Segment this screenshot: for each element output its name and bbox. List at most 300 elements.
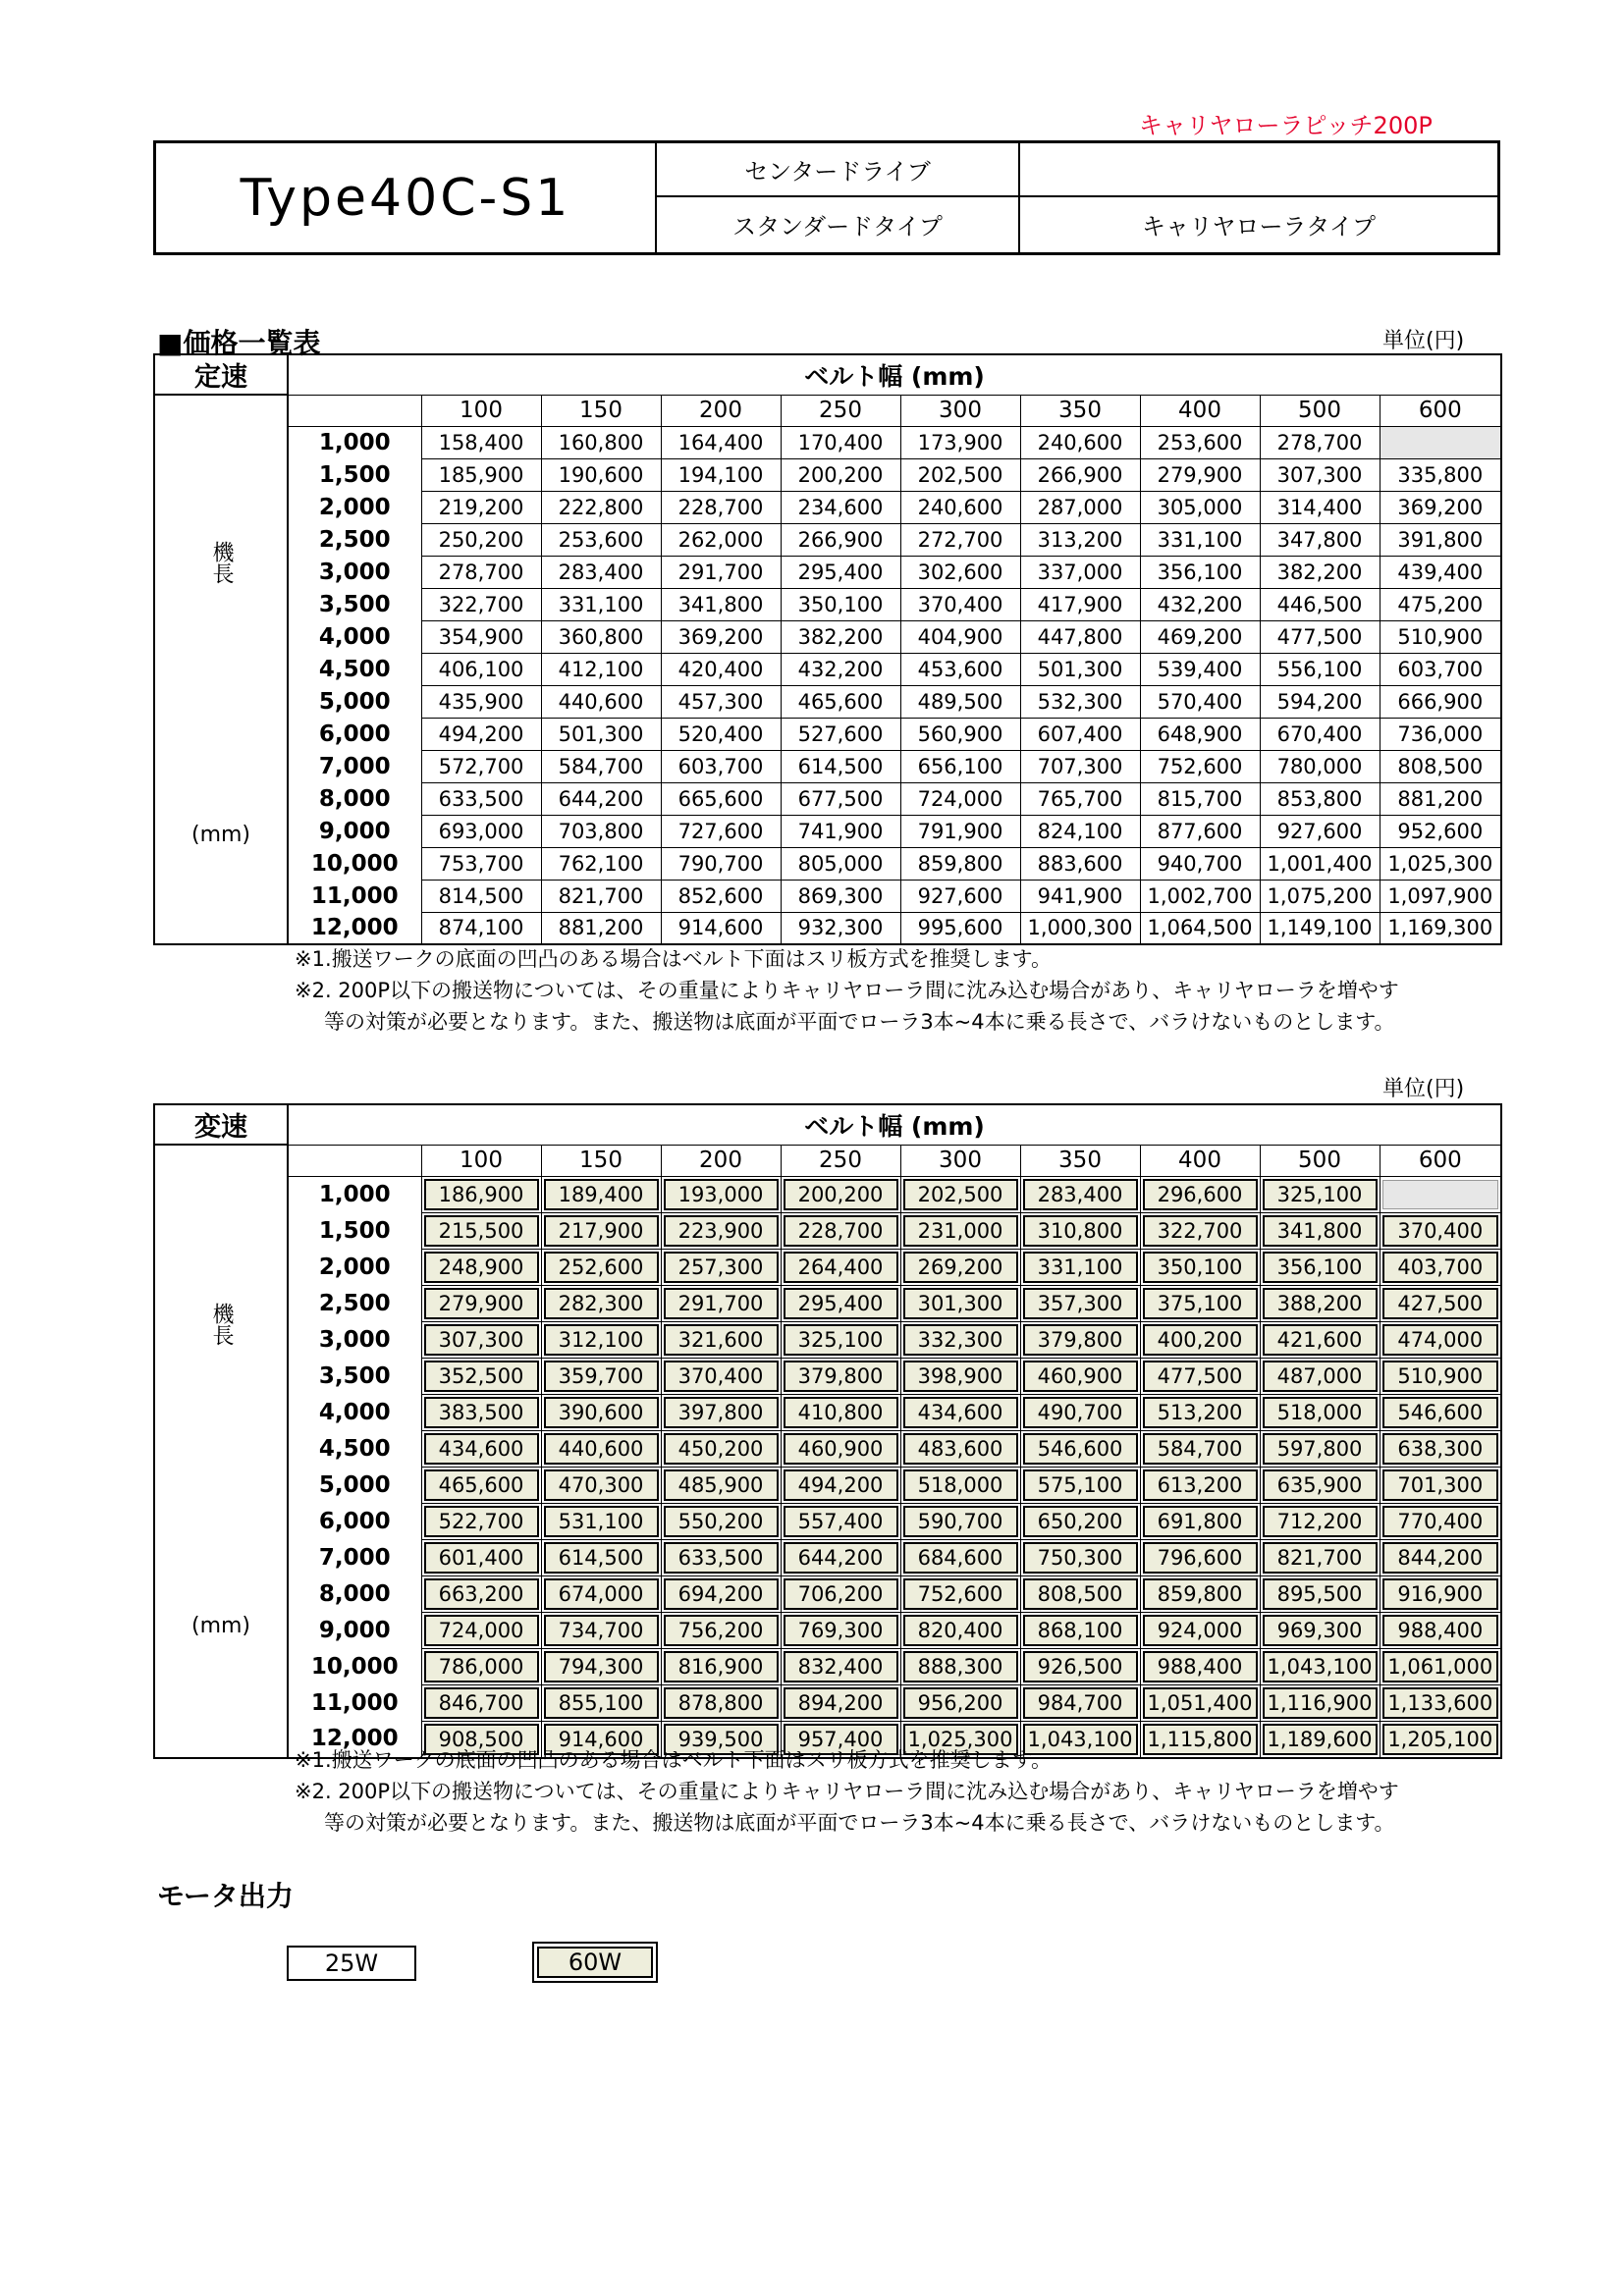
price-cell: 501,300 [541,718,661,750]
price-cell: 1,097,900 [1380,880,1501,912]
price-cell: 1,001,400 [1260,847,1380,880]
price-cell: 469,200 [1140,620,1260,653]
price-cell: 360,800 [541,620,661,653]
price-cell [541,1321,661,1358]
price-cell [421,1321,541,1358]
table-row [154,1212,1501,1249]
price-value: 756,200 [664,1615,779,1646]
price-value: 397,800 [664,1397,779,1428]
price-value: 926,500 [1023,1651,1138,1682]
price-cell: 420,400 [661,653,781,685]
price-value: 614,500 [544,1542,659,1574]
width-header: 200 [661,395,781,426]
price-cell [1020,1430,1140,1467]
price-value: 1,205,100 [1382,1724,1499,1755]
price-cell [900,1503,1020,1539]
price-cell: 164,400 [661,426,781,458]
price-cell [661,1430,781,1467]
price-cell [900,1212,1020,1249]
price-cell: 295,400 [781,556,900,588]
price-cell [661,1612,781,1648]
price-value: 202,500 [903,1179,1018,1210]
price-cell [900,1684,1020,1721]
width-header: 100 [421,395,541,426]
length-label: 機長 [209,540,234,584]
price-cell: 539,400 [1140,653,1260,685]
price-cell [900,1430,1020,1467]
price-value: 296,600 [1143,1179,1258,1210]
price-cell: 859,800 [900,847,1020,880]
width-header: 600 [1380,395,1501,426]
price-value: 403,700 [1382,1252,1499,1283]
price-value: 734,700 [544,1615,659,1646]
price-value: 956,200 [903,1687,1018,1719]
price-cell [1380,1721,1501,1758]
width-header: 100 [421,1145,541,1176]
price-cell: 501,300 [1020,653,1140,685]
table-row [154,1430,1501,1467]
price-cell: 350,100 [781,588,900,620]
price-cell: 914,600 [661,912,781,944]
price-value: 694,200 [664,1578,779,1610]
price-value: 844,200 [1382,1542,1499,1574]
price-value: 350,100 [1143,1252,1258,1283]
price-cell [781,1249,900,1285]
price-cell: 202,500 [900,458,1020,491]
price-value: 485,900 [664,1469,779,1501]
price-cell [1380,1684,1501,1721]
price-cell: 435,900 [421,685,541,718]
price-cell [1140,1612,1260,1648]
price-cell [1020,1503,1140,1539]
price-cell [1260,1394,1380,1430]
price-value: 770,400 [1382,1506,1499,1537]
price-value: 460,900 [784,1433,898,1465]
price-value: 796,600 [1143,1542,1258,1574]
width-header: 300 [900,1145,1020,1176]
length-value: 10,000 [288,1648,421,1684]
price-cell [900,1648,1020,1684]
price-value: 215,500 [424,1215,539,1247]
price-cell [1380,1358,1501,1394]
length-value: 2,000 [288,1249,421,1285]
price-value: 601,400 [424,1542,539,1574]
price-cell [781,1539,900,1575]
price-value: 375,100 [1143,1288,1258,1319]
length-label: 機長 [209,1302,234,1346]
price-cell: 821,700 [541,880,661,912]
price-value: 706,200 [784,1578,898,1610]
price-value: 650,200 [1023,1506,1138,1537]
price-value: 988,400 [1143,1651,1258,1682]
price-value: 635,900 [1263,1469,1378,1501]
price-cell: 432,200 [1140,588,1260,620]
price-cell: 791,900 [900,815,1020,847]
price-value: 440,600 [544,1433,659,1465]
price-value: 295,400 [784,1288,898,1319]
length-value: 4,000 [288,620,421,653]
price-cell: 656,100 [900,750,1020,782]
price-cell: 877,600 [1140,815,1260,847]
length-value: 1,500 [288,458,421,491]
price-cell: 432,200 [781,653,900,685]
price-value: 301,300 [903,1288,1018,1319]
price-cell [781,1321,900,1358]
price-cell: 382,200 [781,620,900,653]
table-row [154,491,1501,523]
length-value: 3,500 [288,1358,421,1394]
price-cell [421,1539,541,1575]
table-row [154,880,1501,912]
price-cell [1260,1539,1380,1575]
price-value: 712,200 [1263,1506,1378,1537]
price-cell: 253,600 [541,523,661,556]
price-cell: 291,700 [661,556,781,588]
price-cell: 815,700 [1140,782,1260,815]
price-value: 321,600 [664,1324,779,1356]
price-value: 434,600 [903,1397,1018,1428]
price-value: 908,500 [424,1724,539,1755]
price-cell [900,1176,1020,1212]
length-value: 8,000 [288,782,421,815]
price-value: 597,800 [1263,1433,1378,1465]
price-cell: 370,400 [900,588,1020,620]
price-value: 291,700 [664,1288,779,1319]
price-cell: 417,900 [1020,588,1140,620]
price-cell [421,1285,541,1321]
price-cell [900,1358,1020,1394]
price-cell: 927,600 [900,880,1020,912]
price-cell [1260,1321,1380,1358]
price-cell: 382,200 [1260,556,1380,588]
price-cell: 185,900 [421,458,541,491]
price-cell: 287,000 [1020,491,1140,523]
price-cell: 927,600 [1260,815,1380,847]
price-value: 494,200 [784,1469,898,1501]
price-value: 269,200 [903,1252,1018,1283]
price-cell: 158,400 [421,426,541,458]
price-cell [661,1467,781,1503]
price-value: 279,900 [424,1288,539,1319]
price-cell: 354,900 [421,620,541,653]
price-value: 1,025,300 [903,1724,1018,1755]
price-cell: 240,600 [900,491,1020,523]
price-cell: 570,400 [1140,685,1260,718]
length-value: 6,000 [288,1503,421,1539]
price-cell: 814,500 [421,880,541,912]
price-cell: 644,200 [541,782,661,815]
price-cell [900,1249,1020,1285]
price-cell: 881,200 [541,912,661,944]
price-cell: 406,100 [421,653,541,685]
price-cell [1140,1467,1260,1503]
price-value: 924,000 [1143,1615,1258,1646]
price-cell [421,1467,541,1503]
price-cell [1260,1467,1380,1503]
table-row [154,523,1501,556]
price-cell: 404,900 [900,620,1020,653]
price-value: 518,000 [903,1469,1018,1501]
price-cell: 952,600 [1380,815,1501,847]
price-value: 307,300 [424,1324,539,1356]
length-value: 12,000 [288,1721,421,1758]
motor-title: モータ出力 [157,1880,294,1912]
price-cell: 302,600 [900,556,1020,588]
price-cell: 765,700 [1020,782,1140,815]
table-row [154,426,1501,458]
price-value: 895,500 [1263,1578,1378,1610]
price-cell: 881,200 [1380,782,1501,815]
price-cell: 331,100 [1140,523,1260,556]
price-value: 550,200 [664,1506,779,1537]
price-value: 633,500 [664,1542,779,1574]
price-cell [781,1612,900,1648]
price-cell [421,1430,541,1467]
mm-label: (mm) [190,822,251,847]
price-cell: 594,200 [1260,685,1380,718]
price-cell [1260,1249,1380,1285]
price-value: 531,100 [544,1506,659,1537]
price-value: 356,100 [1263,1252,1378,1283]
length-value: 5,000 [288,1467,421,1503]
price-cell [1020,1212,1140,1249]
price-cell: 194,100 [661,458,781,491]
price-cell: 266,900 [1020,458,1140,491]
price-cell [661,1176,781,1212]
price-cell [781,1212,900,1249]
price-cell [541,1648,661,1684]
price-cell [1260,1575,1380,1612]
price-cell: 932,300 [781,912,900,944]
price-cell [661,1575,781,1612]
blank-cell [1380,426,1501,458]
price-cell: 874,100 [421,912,541,944]
price-cell [661,1249,781,1285]
price-cell [421,1394,541,1430]
price-cell: 322,700 [421,588,541,620]
price-cell: 607,400 [1020,718,1140,750]
price-value: 490,700 [1023,1397,1138,1428]
price-cell: 790,700 [661,847,781,880]
price-cell: 670,400 [1260,718,1380,750]
width-row [154,395,1501,426]
motor-60w-label: 60W [537,1947,653,1978]
price-value: 613,200 [1143,1469,1258,1501]
price-cell [1380,1539,1501,1575]
price-value: 786,000 [424,1651,539,1682]
price-cell [541,1539,661,1575]
price-cell [541,1394,661,1430]
length-value: 3,000 [288,1321,421,1358]
price-cell: 572,700 [421,750,541,782]
price-cell: 475,200 [1380,588,1501,620]
roller-top [1020,143,1497,197]
price-value: 379,800 [1023,1324,1138,1356]
price-cell [1380,1648,1501,1684]
price-value: 310,800 [1023,1215,1138,1247]
price-cell: 995,600 [900,912,1020,944]
price-value: 282,300 [544,1288,659,1319]
table-row [154,458,1501,491]
price-cell: 219,200 [421,491,541,523]
price-value: 264,400 [784,1252,898,1283]
price-cell [421,1575,541,1612]
price-value: 410,800 [784,1397,898,1428]
table-row [154,1176,1501,1212]
price-value: 1,116,900 [1263,1687,1378,1719]
price-cell [661,1684,781,1721]
price-value: 383,500 [424,1397,539,1428]
price-value: 914,600 [544,1724,659,1755]
price-cell: 762,100 [541,847,661,880]
price-cell [1380,1394,1501,1430]
price-cell: 313,200 [1020,523,1140,556]
price-value: 228,700 [784,1215,898,1247]
price-value: 465,600 [424,1469,539,1501]
price-cell: 356,100 [1140,556,1260,588]
price-value: 390,600 [544,1397,659,1428]
price-cell: 741,900 [781,815,900,847]
price-value: 584,700 [1143,1433,1258,1465]
blank-cell [1380,1176,1501,1212]
price-cell [781,1648,900,1684]
width-header: 500 [1260,395,1380,426]
price-cell: 477,500 [1260,620,1380,653]
price-cell [661,1503,781,1539]
price-cell [1020,1539,1140,1575]
price-cell: 200,200 [781,458,900,491]
price-cell: 347,800 [1260,523,1380,556]
price-cell: 391,800 [1380,523,1501,556]
price-value: 510,900 [1382,1361,1499,1392]
price-cell [661,1539,781,1575]
price-cell: 808,500 [1380,750,1501,782]
price-value: 638,300 [1382,1433,1499,1465]
price-cell [1140,1394,1260,1430]
price-cell: 278,700 [421,556,541,588]
table-row [154,1321,1501,1358]
price-cell [1140,1539,1260,1575]
price-cell [1020,1612,1140,1648]
price-cell: 693,000 [421,815,541,847]
price-cell [541,1503,661,1539]
price-cell [781,1176,900,1212]
price-value: 487,000 [1263,1361,1378,1392]
price-cell [1380,1321,1501,1358]
roller-cell [1020,143,1497,252]
price-cell [421,1176,541,1212]
price-value: 379,800 [784,1361,898,1392]
width-header: 350 [1020,1145,1140,1176]
price-value: 546,600 [1382,1397,1499,1428]
price-cell: 272,700 [900,523,1020,556]
price-cell [1020,1321,1140,1358]
drive-cell [657,143,1020,252]
length-side-cell [154,1145,288,1758]
price-value: 1,115,800 [1143,1724,1258,1755]
table-row [154,782,1501,815]
belt-width-label: ベルト幅 (mm) [288,1104,1501,1145]
price-value: 1,043,100 [1023,1724,1138,1755]
price-cell: 453,600 [900,653,1020,685]
price-value: 557,400 [784,1506,898,1537]
table-row [154,1358,1501,1394]
price-value: 357,300 [1023,1288,1138,1319]
price-cell [661,1358,781,1394]
price-cell [781,1394,900,1430]
price-cell [900,1575,1020,1612]
price-cell [1140,1212,1260,1249]
price-cell [1380,1285,1501,1321]
price-cell: 633,500 [421,782,541,815]
table-row [154,1648,1501,1684]
price-cell: 489,500 [900,685,1020,718]
price-cell: 753,700 [421,847,541,880]
price-value: 359,700 [544,1361,659,1392]
price-cell [541,1684,661,1721]
price-cell [900,1539,1020,1575]
table-row [154,620,1501,653]
price-cell [1020,1467,1140,1503]
price-cell [421,1503,541,1539]
length-side-cell [154,395,288,944]
price-cell: 447,800 [1020,620,1140,653]
price-cell: 369,200 [661,620,781,653]
price-value: 1,051,400 [1143,1687,1258,1719]
price-value: 231,000 [903,1215,1018,1247]
width-header: 400 [1140,1145,1260,1176]
price-cell: 752,600 [1140,750,1260,782]
price-cell [1140,1430,1260,1467]
price-value: 750,300 [1023,1542,1138,1574]
price-cell [1020,1394,1140,1430]
pitch-label: キャリヤローラピッチ200P [1139,112,1433,139]
corner-cell [288,395,421,426]
price-cell: 446,500 [1260,588,1380,620]
length-value: 9,000 [288,1612,421,1648]
price-value: 1,043,100 [1263,1651,1378,1682]
table-row [154,1612,1501,1648]
price-cell: 532,300 [1020,685,1140,718]
price-cell [1140,1721,1260,1758]
price-cell: 940,700 [1140,847,1260,880]
table-row [154,1394,1501,1430]
price-value: 513,200 [1143,1397,1258,1428]
price-cell: 279,900 [1140,458,1260,491]
price-value: 189,400 [544,1179,659,1210]
price-cell: 1,000,300 [1020,912,1140,944]
price-cell: 520,400 [661,718,781,750]
table-row [154,1285,1501,1321]
price-value: 470,300 [544,1469,659,1501]
price-value: 984,700 [1023,1687,1138,1719]
price-cell [1260,1503,1380,1539]
price-value: 341,800 [1263,1215,1378,1247]
price-cell: 331,100 [541,588,661,620]
length-value: 4,500 [288,1430,421,1467]
mm-label: (mm) [190,1614,251,1639]
price-cell: 510,900 [1380,620,1501,653]
price-cell: 736,000 [1380,718,1501,750]
price-value: 752,600 [903,1578,1018,1610]
price-cell [781,1358,900,1394]
price-cell: 170,400 [781,426,900,458]
price-cell: 222,800 [541,491,661,523]
price-value: 460,900 [1023,1361,1138,1392]
price-cell [661,1648,781,1684]
price-cell: 305,000 [1140,491,1260,523]
price-cell: 341,800 [661,588,781,620]
